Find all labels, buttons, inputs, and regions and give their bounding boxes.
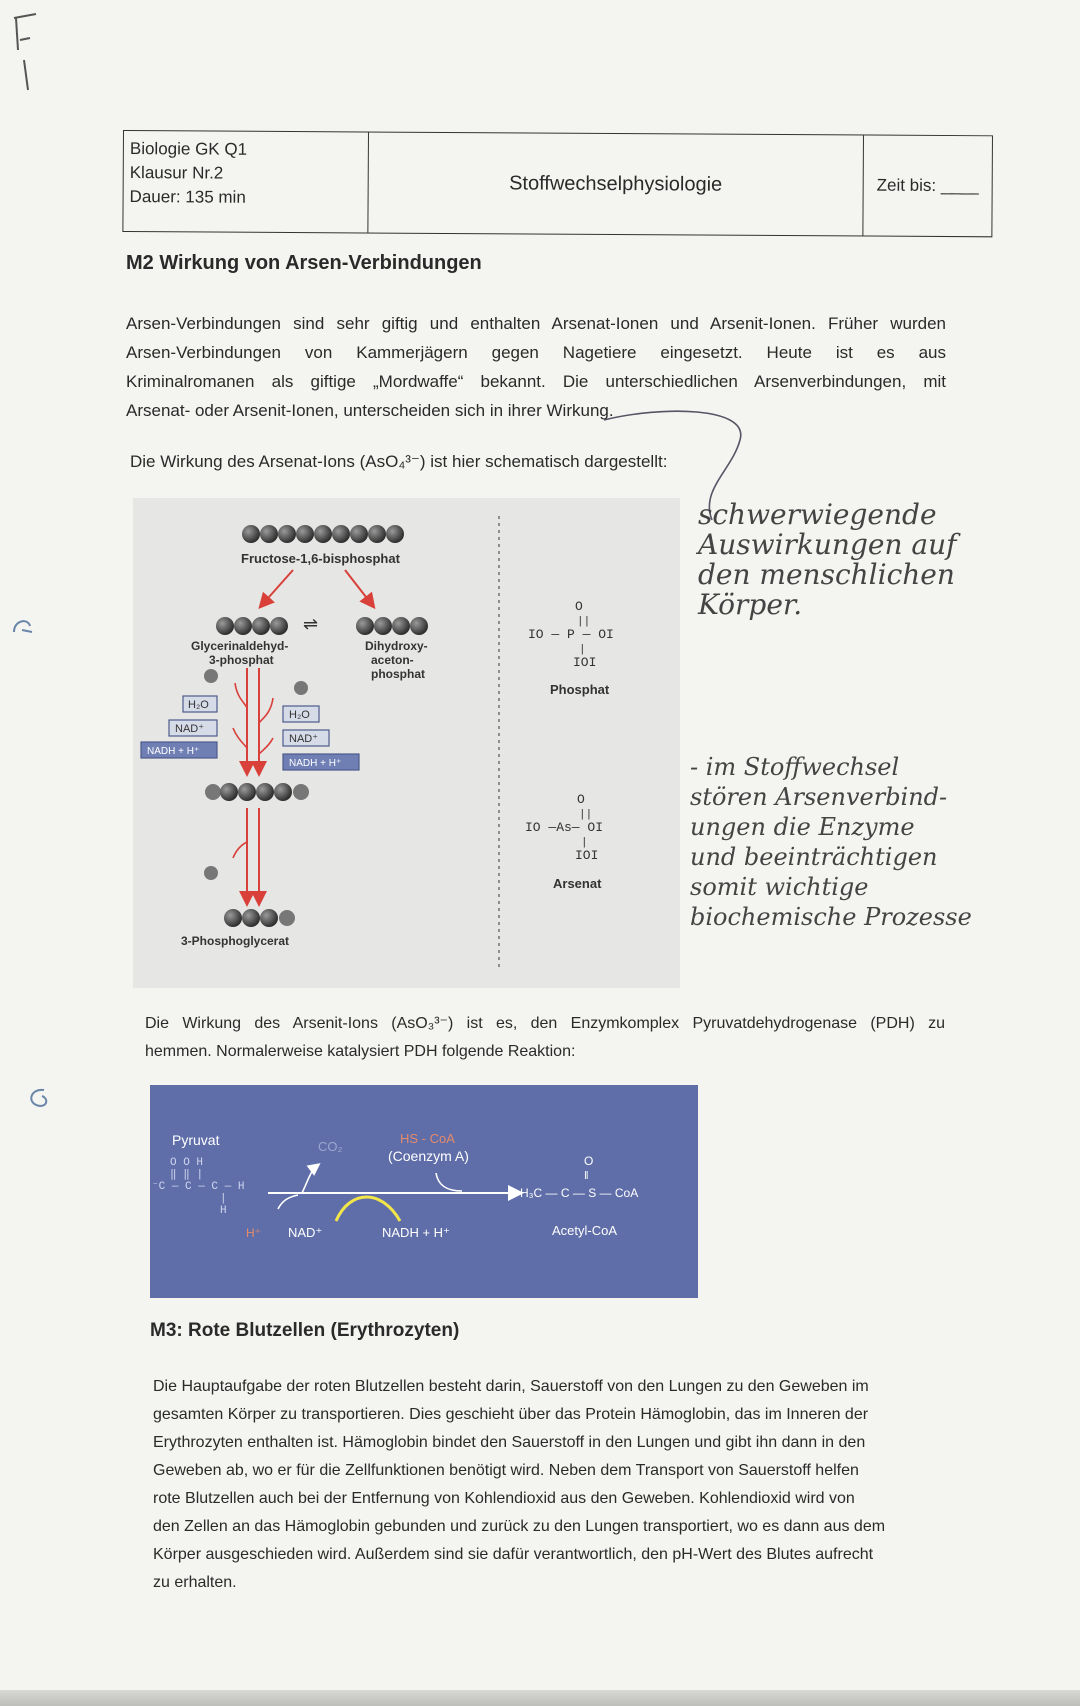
phosphoglycerat-label: 3-Phosphoglycerat [181,934,290,948]
handwritten-note-1 [698,500,956,620]
m2-line-1: Arsen-Verbindungen sind sehr giftig und enthalten Arsenat-Ionen und Arsenit-Ionen. Früher wurden [126,314,946,333]
co2-label: CO₂ [318,1139,343,1154]
nad-label-right: NAD⁺ [289,733,319,745]
acetyl-structure [520,1154,638,1200]
h2o-label-left: H₂O [188,699,209,711]
coenzym-label: (Coenzym A) [388,1148,469,1164]
m3-line-4: Geweben ab, wo er für die Zellfunktionen benötigt wird. Neben dem Transport von Sauerstoff helfen [153,1462,859,1479]
note2-line-6: biochemische Prozesse [690,903,972,931]
subject-label: Biologie GK Q1 [129,139,248,159]
g3p-label-1: Glycerinaldehyd- [191,639,289,653]
exam-info-cell [123,131,369,232]
svg-text:IO — P — OI: IO — P — OI [528,627,614,642]
svg-text:|: | [220,1193,227,1205]
svg-text:O: O [575,599,583,614]
note1-line-3: den menschlichen [698,558,955,591]
nadh-label-right: NADH + H⁺ [289,758,342,769]
arsenat-label: Arsenat [553,876,602,891]
time-cell [863,136,992,237]
arsenit-line-1: Die Wirkung des Arsenit-Ions (AsO₃³⁻) ist es, den Enzymkomplex Pyruvatdehydrogenase (PDH) zu [145,1015,945,1032]
svg-text:O: O [577,792,585,807]
svg-text:‖: ‖ [584,1170,589,1182]
margin-scribble-low [22,1082,52,1112]
svg-text:⁻C — C — C — H: ⁻C — C — C — H [152,1181,245,1193]
hscoa-label: HS - CoA [400,1131,455,1146]
phosphat-structure [528,599,614,670]
pdh-reaction-svg [150,1085,698,1298]
svg-text:IOI: IOI [573,655,597,670]
fructose-label: Fructose-1,6-bisphosphat [241,551,400,566]
note1-line-1: schwerwiegende [698,498,937,531]
note2-line-2: stören Arsenverbind- [690,783,948,811]
bisphosphoglycerat-molecule [205,783,309,801]
as-atom-icon [204,866,218,880]
svg-text:|: | [579,644,586,656]
time-label: Zeit bis: ____ [876,175,979,196]
m3-line-3: Erythrozyten enthalten ist. Hämoglobin bindet den Sauerstoff in den Lungen und gibt ihn dann in den [153,1434,866,1451]
note2-line-5: somit wichtige [690,873,869,901]
exam-label: Klausur Nr.2 [129,163,224,183]
fructose-molecule [242,525,404,543]
phosphoglycerat-molecule [224,909,295,927]
dhap-label-3: phosphat [371,667,425,681]
svg-text:O: O [584,1154,594,1168]
page-bottom-edge [0,1690,1080,1706]
dhap-molecule [356,617,428,635]
m2-line-2: Arsen-Verbindungen von Kammerjägern gegen Nagetiere eingesetzt. Heute ist es aus [126,343,946,362]
m2-heading: M2 Wirkung von Arsen-Verbindungen [126,252,482,274]
note1-line-2: Auswirkungen auf [698,528,957,561]
margin-scribble-top [6,10,46,100]
phosphat-label: Phosphat [550,682,610,697]
dhap-label-1: Dihydroxy- [365,639,428,653]
note2-line-3: ungen die Enzyme [690,813,915,841]
as-atom-icon [204,669,218,683]
arsenat-intro: Die Wirkung des Arsenat-Ions (AsO₄³⁻) ist hier schematisch dargestellt: [130,452,668,471]
topic-cell [368,133,864,236]
note2-line-4: und beeinträchtigen [690,843,938,871]
as-atom-icon [294,681,308,695]
svg-text:||: || [579,809,593,821]
svg-text:||: || [577,616,591,628]
svg-text:|: | [581,837,588,849]
acetyl-label: Acetyl-CoA [552,1223,618,1238]
svg-text:IO —As— OI: IO —As— OI [525,820,604,835]
m2-paragraph [126,309,946,425]
m2-line-4: Arsenat- oder Arsenit-Ionen, unterscheiden sich in ihrer Wirkung. [126,401,614,420]
arsenit-paragraph [145,1010,945,1066]
margin-scribble-mid [8,612,38,642]
m3-heading: M3: Rote Blutzellen (Erythrozyten) [150,1320,460,1341]
nad-label: NAD⁺ [288,1225,323,1240]
topic-label: Stoffwechselphysiologie [509,171,723,196]
m2-line-3: Kriminalromanen als giftige „Mordwaffe“ bekannt. Die unterschiedlichen Arsenverbindungen, mit [126,372,946,391]
pyruvat-label: Pyruvat [172,1132,220,1148]
arsenat-structure [525,792,603,863]
svg-text:H: H [220,1205,227,1217]
m3-line-5: rote Blutzellen auch bei der Entfernung von Kohlendioxid aus den Geweben. Kohlendioxid wird von [153,1490,855,1507]
exam-header-table [122,130,993,237]
arsenit-line-2: hemmen. Normalerweise katalysiert PDH folgende Reaktion: [145,1043,576,1060]
m3-line-8: zu erhalten. [153,1574,237,1591]
dhap-label-2: aceton- [371,653,414,667]
acetyl-formula: H₃C — C — S — CoA [520,1186,639,1200]
h2o-label-right: H₂O [289,709,310,721]
handwritten-note-2 [690,752,972,932]
m3-paragraph [153,1373,946,1597]
svg-text:O O H: O O H [170,1157,204,1169]
m3-line-6: den Zellen an das Hämoglobin gebunden und zurück zu den Lungen transportiert, wo es dann aus dem [153,1518,886,1535]
pyruvat-structure [152,1157,244,1217]
note2-line-1: - im Stoffwechsel [690,753,900,781]
nad-label-left: NAD⁺ [175,723,205,735]
h-plus-label: H⁺ [246,1226,261,1240]
nad-cycle-arrow [336,1197,400,1221]
duration-label: Dauer: 135 min [129,187,246,207]
g3p-molecule [216,617,288,635]
nadh-label: NADH + H⁺ [382,1225,450,1240]
equilibrium-icon: ⇌ [303,614,319,634]
pdh-reaction-figure [150,1085,698,1298]
svg-text:IOI: IOI [575,848,599,863]
arsenat-scheme-svg [133,498,680,988]
m3-line-1: Die Hauptaufgabe der roten Blutzellen besteht darin, Sauerstoff von den Lungen zu den Geweben im [153,1378,869,1395]
arsenat-scheme-figure [133,498,680,988]
m3-line-7: Körper ausgeschieden wird. Außerdem sind sie dafür verantwortlich, den pH-Wert des Blutes aufrecht [153,1546,874,1563]
nadh-label-left: NADH + H⁺ [147,746,200,757]
g3p-label-2: 3-phosphat [209,653,274,667]
svg-text:‖ ‖ |: ‖ ‖ | [170,1169,204,1181]
m3-line-2: gesamten Körper zu transportieren. Dies geschieht über das Protein Hämoglobin, das im Inneren der [153,1406,869,1423]
note1-line-4: Körper. [698,588,803,621]
